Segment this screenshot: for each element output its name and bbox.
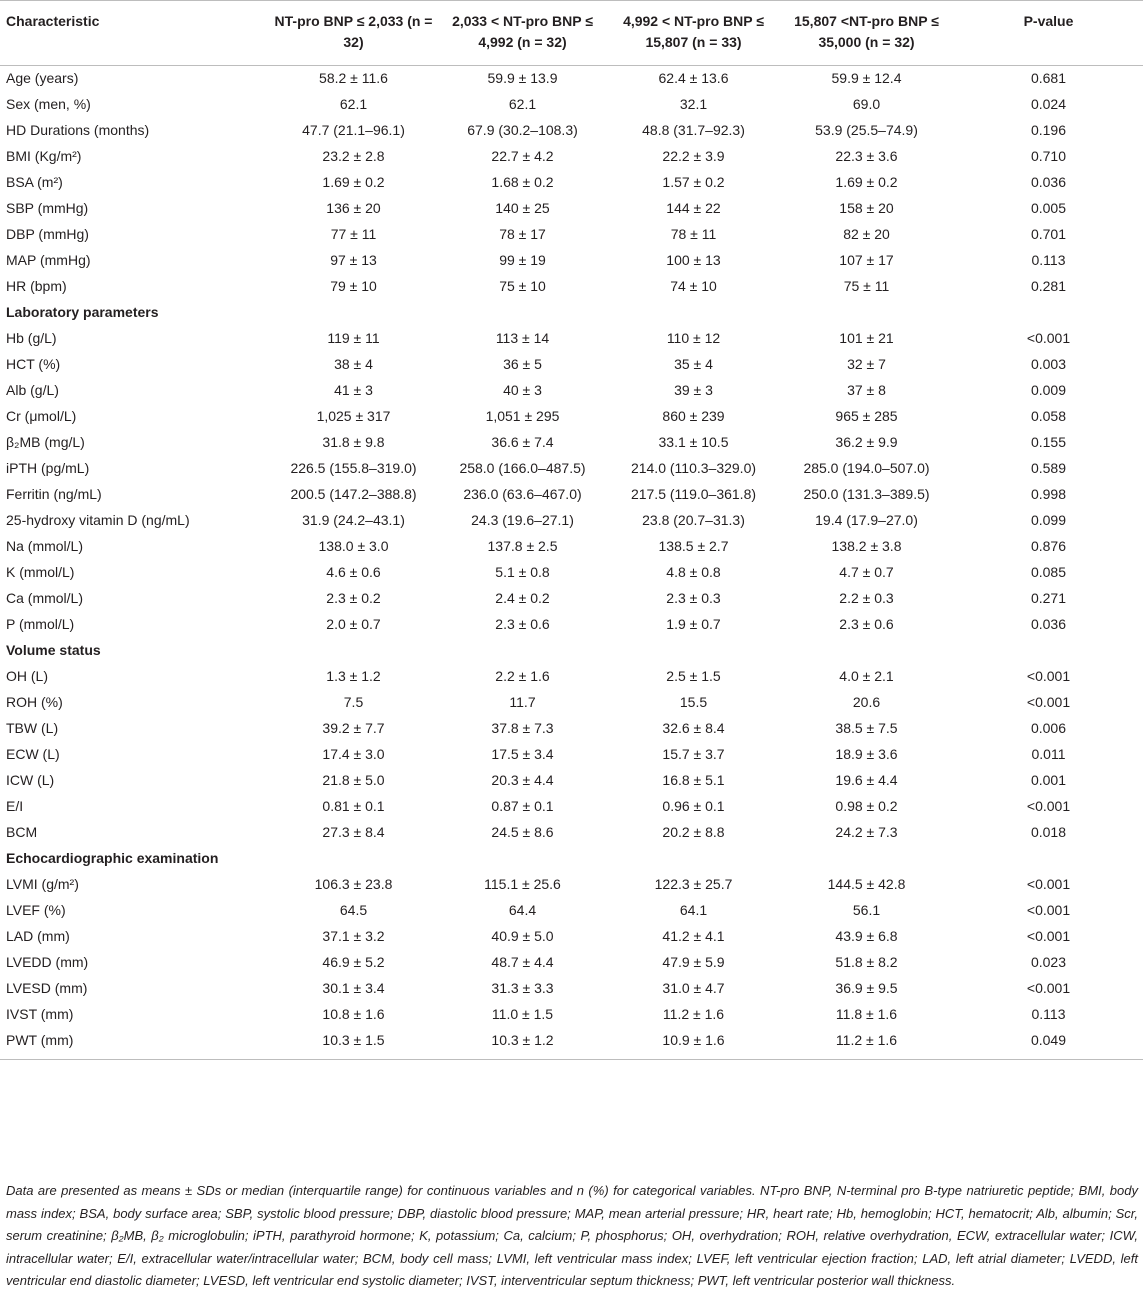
cell-p-value: <0.001 (1026, 798, 1071, 814)
table-row (0, 820, 1143, 846)
cell-p-value: 0.196 (1030, 122, 1067, 138)
cell-group-3: 64.1 (679, 902, 708, 918)
table-row (0, 404, 1143, 430)
cell-group-3: 62.4 ± 13.6 (658, 70, 729, 86)
cell-group-4: 19.4 (17.9–27.0) (815, 512, 918, 528)
table-row (0, 716, 1143, 742)
cell-p-value: <0.001 (1026, 694, 1071, 710)
cell-group-4: 69.0 (852, 96, 881, 112)
row-label: TBW (L) (6, 720, 59, 736)
row-label: Age (years) (6, 70, 79, 86)
table-row (0, 508, 1143, 534)
row-label: HCT (%) (6, 356, 61, 372)
row-label: BSA (m²) (6, 174, 63, 190)
row-label: PWT (mm) (0, 1028, 270, 1060)
cell-group-4: 138.2 ± 3.8 (831, 538, 902, 554)
cell-group-4: 285.0 (194.0–507.0) (803, 460, 930, 476)
cell-group-4: 18.9 ± 3.6 (835, 746, 898, 762)
cell-group-4: 37 ± 8 (847, 382, 886, 398)
cell-group-2: 17.5 ± 3.4 (491, 746, 554, 762)
cell-group-1: 37.1 ± 3.2 (322, 928, 385, 944)
cell-group-2: 67.9 (30.2–108.3) (467, 122, 578, 138)
cell-group-3: 48.8 (31.7–92.3) (642, 122, 745, 138)
cell-group-3: 2.3 ± 0.3 (666, 590, 721, 606)
table-body (0, 66, 1143, 1060)
cell-group-2: 140 ± 25 (495, 200, 550, 216)
section-header-lab (0, 300, 1143, 326)
cell-group-1: 0.81 ± 0.1 (322, 798, 385, 814)
table-row (0, 274, 1143, 300)
cell-group-4: 965 ± 285 (835, 408, 898, 424)
cell-p-value: 0.011 (1031, 746, 1066, 762)
cell-group-1: 138.0 ± 3.0 (318, 538, 389, 554)
cell-group-2: 59.9 ± 13.9 (487, 70, 558, 86)
table-row (0, 586, 1143, 612)
cell-p-value: 0.085 (1030, 564, 1067, 580)
row-label: LAD (mm) (6, 928, 70, 944)
cell-group-1: 97 ± 13 (330, 252, 377, 268)
row-label: iPTH (pg/mL) (6, 460, 90, 476)
cell-p-value: 0.001 (1030, 772, 1067, 788)
cell-group-3: 110 ± 12 (666, 330, 721, 346)
cell-group-4: 36.2 ± 9.9 (835, 434, 898, 450)
table-row (0, 118, 1143, 144)
cell-group-3: 74 ± 10 (670, 278, 717, 294)
table-row (0, 560, 1143, 586)
row-label: HD Durations (months) (6, 122, 150, 138)
cell-group-2: 1.68 ± 0.2 (491, 174, 554, 190)
cell-group-2: 48.7 ± 4.4 (491, 954, 554, 970)
table-row (0, 1002, 1143, 1028)
cell-group-3: 2.5 ± 1.5 (666, 668, 721, 684)
cell-group-2: 24.3 (19.6–27.1) (471, 512, 574, 528)
cell-group-2: 78 ± 17 (499, 226, 546, 242)
cell-group-2: 113 ± 14 (495, 330, 550, 346)
table-row (0, 534, 1143, 560)
cell-group-1: 58.2 ± 11.6 (319, 70, 388, 86)
cell-group-4: 11.2 ± 1.6 (779, 1028, 954, 1060)
cell-p-value: 0.681 (1030, 70, 1067, 86)
row-label: Hb (g/L) (6, 330, 57, 346)
cell-p-value: <0.001 (1026, 668, 1071, 684)
row-label: MAP (mmHg) (6, 252, 91, 268)
cell-group-3: 23.8 (20.7–31.3) (642, 512, 745, 528)
cell-group-1: 1.69 ± 0.2 (322, 174, 385, 190)
section-title: Volume status (6, 642, 101, 658)
table-row (0, 872, 1143, 898)
table-row (0, 742, 1143, 768)
cell-group-2: 64.4 (508, 902, 537, 918)
table-row (0, 326, 1143, 352)
cell-group-3: 35 ± 4 (674, 356, 713, 372)
cell-p-value: <0.001 (1026, 330, 1071, 346)
cell-group-4: 36.9 ± 9.5 (835, 980, 898, 996)
cell-group-2: 2.3 ± 0.6 (495, 616, 550, 632)
cell-group-2: 258.0 (166.0–487.5) (459, 460, 586, 476)
cell-group-1: 4.6 ± 0.6 (326, 564, 381, 580)
cell-p-value: 0.058 (1030, 408, 1067, 424)
cell-group-1: 64.5 (339, 902, 368, 918)
row-label: Alb (g/L) (6, 382, 59, 398)
cell-group-3: 144 ± 22 (666, 200, 721, 216)
row-label: E/I (6, 798, 24, 814)
row-label: ICW (L) (6, 772, 55, 788)
cell-group-1: 136 ± 20 (326, 200, 381, 216)
cell-group-1: 2.3 ± 0.2 (326, 590, 381, 606)
cell-group-3: 32.1 (679, 96, 708, 112)
row-label: IVST (mm) (6, 1006, 74, 1022)
cell-group-1: 47.7 (21.1–96.1) (302, 122, 405, 138)
table-row (0, 92, 1143, 118)
cell-group-4: 75 ± 11 (843, 278, 890, 294)
cell-group-4: 2.2 ± 0.3 (839, 590, 894, 606)
cell-group-4: 101 ± 21 (839, 330, 894, 346)
row-label: SBP (mmHg) (6, 200, 89, 216)
cell-group-3: 22.2 ± 3.9 (662, 148, 725, 164)
cell-group-1: 62.1 (339, 96, 368, 112)
cell-group-4: 1.69 ± 0.2 (835, 174, 898, 190)
cell-group-4: 144.5 ± 42.8 (827, 876, 906, 892)
cell-group-3: 15.7 ± 3.7 (662, 746, 725, 762)
cell-group-1: 106.3 ± 23.8 (314, 876, 393, 892)
cell-group-2: 5.1 ± 0.8 (495, 564, 550, 580)
table-row (0, 378, 1143, 404)
cell-group-1: 119 ± 11 (327, 330, 380, 346)
cell-group-4: 0.98 ± 0.2 (835, 798, 898, 814)
cell-group-2: 10.3 ± 1.2 (437, 1028, 608, 1060)
cell-group-1: 38 ± 4 (334, 356, 373, 372)
header-group-4: 15,807 <NT-pro BNP ≤ 35,000 (n = 32) (779, 1, 954, 66)
cell-group-3: 4.8 ± 0.8 (666, 564, 721, 580)
cell-group-1: 1.3 ± 1.2 (326, 668, 381, 684)
cell-p-value: 0.009 (1030, 382, 1067, 398)
table-row (0, 690, 1143, 716)
cell-p-value: 0.701 (1030, 226, 1067, 242)
cell-group-4: 4.7 ± 0.7 (839, 564, 894, 580)
cell-group-4: 158 ± 20 (839, 200, 894, 216)
cell-p-value: 0.113 (1031, 1006, 1066, 1022)
cell-group-3: 31.0 ± 4.7 (662, 980, 725, 996)
cell-group-4: 22.3 ± 3.6 (835, 148, 898, 164)
cell-p-value: 0.099 (1030, 512, 1067, 528)
cell-group-2: 99 ± 19 (499, 252, 546, 268)
cell-p-value: <0.001 (1026, 980, 1071, 996)
cell-group-2: 75 ± 10 (499, 278, 546, 294)
row-label: LVMI (g/m²) (6, 876, 79, 892)
table-row (0, 430, 1143, 456)
header-characteristic: Characteristic (0, 1, 270, 66)
cell-group-3: 138.5 ± 2.7 (658, 538, 729, 554)
cell-group-1: 79 ± 10 (330, 278, 377, 294)
row-label: ROH (%) (6, 694, 63, 710)
cell-group-3: 217.5 (119.0–361.8) (630, 486, 757, 502)
cell-group-1: 31.8 ± 9.8 (322, 434, 385, 450)
cell-group-3: 33.1 ± 10.5 (658, 434, 729, 450)
cell-group-4: 51.8 ± 8.2 (835, 954, 898, 970)
cell-group-3: 41.2 ± 4.1 (662, 928, 725, 944)
cell-p-value: 0.710 (1030, 148, 1067, 164)
cell-group-3: 0.96 ± 0.1 (662, 798, 725, 814)
table-row (0, 248, 1143, 274)
cell-group-2: 31.3 ± 3.3 (491, 980, 554, 996)
cell-group-2: 115.1 ± 25.6 (484, 876, 561, 892)
cell-group-1: 30.1 ± 3.4 (322, 980, 385, 996)
cell-group-4: 56.1 (852, 902, 881, 918)
row-label: Cr (μmol/L) (6, 408, 77, 424)
cell-group-4: 19.6 ± 4.4 (835, 772, 898, 788)
cell-p-value: 0.113 (1031, 252, 1066, 268)
cell-group-3: 1.9 ± 0.7 (666, 616, 721, 632)
table-row (0, 794, 1143, 820)
cell-group-4: 32 ± 7 (847, 356, 886, 372)
row-label: 25-hydroxy vitamin D (ng/mL) (6, 512, 190, 528)
cell-group-2: 40.9 ± 5.0 (491, 928, 554, 944)
cell-group-2: 62.1 (508, 96, 537, 112)
cell-group-3: 11.2 ± 1.6 (662, 1006, 725, 1022)
cell-p-value: <0.001 (1026, 928, 1071, 944)
cell-group-3: 10.9 ± 1.6 (608, 1028, 779, 1060)
table-row (0, 352, 1143, 378)
cell-group-4: 20.6 (852, 694, 881, 710)
cell-group-3: 122.3 ± 25.7 (654, 876, 733, 892)
cell-group-4: 107 ± 17 (839, 252, 894, 268)
cell-group-4: 59.9 ± 12.4 (831, 70, 902, 86)
cell-group-2: 40 ± 3 (503, 382, 542, 398)
cell-p-value: 0.998 (1030, 486, 1067, 502)
cell-group-2: 37.8 ± 7.3 (491, 720, 554, 736)
cell-group-1: 39.2 ± 7.7 (322, 720, 385, 736)
cell-group-3: 1.57 ± 0.2 (662, 174, 725, 190)
row-label: β₂MB (mg/L) (6, 434, 85, 450)
cell-group-3: 32.6 ± 8.4 (662, 720, 725, 736)
cell-group-2: 0.87 ± 0.1 (491, 798, 554, 814)
cell-group-1: 31.9 (24.2–43.1) (302, 512, 405, 528)
row-label: Ca (mmol/L) (6, 590, 84, 606)
cell-group-4: 53.9 (25.5–74.9) (815, 122, 918, 138)
cell-group-4: 2.3 ± 0.6 (839, 616, 894, 632)
cell-p-value: 0.023 (1030, 954, 1067, 970)
table-header (0, 1, 1143, 66)
header-group-1: NT-pro BNP ≤ 2,033 (n = 32) (270, 1, 437, 66)
cell-p-value: <0.001 (1026, 902, 1071, 918)
cell-p-value: 0.281 (1030, 278, 1067, 294)
table-row (0, 144, 1143, 170)
section-title: Laboratory parameters (6, 304, 159, 320)
cell-group-3: 16.8 ± 5.1 (662, 772, 725, 788)
cell-group-3: 860 ± 239 (662, 408, 725, 424)
cell-group-4: 4.0 ± 2.1 (839, 668, 894, 684)
cell-group-2: 36 ± 5 (503, 356, 542, 372)
table-row (0, 612, 1143, 638)
cell-group-1: 7.5 (343, 694, 364, 710)
cell-group-2: 24.5 ± 8.6 (491, 824, 554, 840)
cell-group-1: 21.8 ± 5.0 (322, 772, 385, 788)
cell-p-value: 0.036 (1030, 174, 1067, 190)
table-row (0, 482, 1143, 508)
table-row (0, 196, 1143, 222)
cell-p-value: 0.271 (1030, 590, 1067, 606)
row-label: Na (mmol/L) (6, 538, 84, 554)
header-group-3: 4,992 < NT-pro BNP ≤ 15,807 (n = 33) (608, 1, 779, 66)
row-label: ECW (L) (6, 746, 60, 762)
cell-p-value: <0.001 (1026, 876, 1071, 892)
cell-group-2: 22.7 ± 4.2 (491, 148, 554, 164)
cell-p-value: 0.876 (1030, 538, 1067, 554)
cell-group-1: 2.0 ± 0.7 (326, 616, 381, 632)
row-label: Ferritin (ng/mL) (6, 486, 102, 502)
cell-p-value: 0.024 (1030, 96, 1067, 112)
cell-group-1: 200.5 (147.2–388.8) (290, 486, 417, 502)
table-footnote: Data are presented as means ± SDs or median (interquartile range) for continuous variables and n (%) for categorical variables. NT-pro BNP, N-terminal pro B-type natriuretic peptide; BMI, body mass index; BSA, body surface area; SBP, systolic blood pressure; DBP, diastolic blood pressure; MAP, mean arterial pressure; HR, heart rate; Hb, hemoglobin; HCT, hematocrit; Alb, albumin; Scr, serum creatinine; β₂MB, β₂ microglobulin; iPTH, parathyroid hormone; K, potassium; Ca, calcium; P, phosphorus; OH, overhydration; ROH, relative overhydration, ECW, extracellular water; ICW, intracellular water; E/I, extracellular water/intracellular water; BCM, body cell mass; LVMI, left ventricular mass index; LVEF, left ventricular ejection fraction; LAD, left atrial diameter; LVEDD, left ventricular end diastolic diameter; LVESD, left ventricular end systolic diameter; IVST, interventricular septum thickness; PWT, left ventricular posterior wall thickness. (6, 1183, 1138, 1288)
cell-group-1: 23.2 ± 2.8 (322, 148, 385, 164)
cell-group-1: 10.8 ± 1.6 (322, 1006, 385, 1022)
row-label: BCM (6, 824, 38, 840)
cell-group-2: 2.2 ± 1.6 (495, 668, 550, 684)
cell-p-value: 0.036 (1030, 616, 1067, 632)
row-label: K (mmol/L) (6, 564, 75, 580)
cell-p-value: 0.049 (954, 1028, 1143, 1060)
cell-group-4: 43.9 ± 6.8 (835, 928, 898, 944)
cell-group-2: 236.0 (63.6–467.0) (463, 486, 582, 502)
cell-group-3: 15.5 (679, 694, 708, 710)
cell-group-1: 41 ± 3 (334, 382, 373, 398)
table-row (0, 898, 1143, 924)
cell-group-2: 11.7 (509, 694, 536, 710)
section-header-volume (0, 638, 1143, 664)
cell-group-2: 137.8 ± 2.5 (487, 538, 558, 554)
cell-group-4: 38.5 ± 7.5 (835, 720, 898, 736)
cell-group-1: 10.3 ± 1.5 (270, 1028, 437, 1060)
row-label: LVESD (mm) (6, 980, 88, 996)
table-row (0, 170, 1143, 196)
cell-group-2: 11.0 ± 1.5 (491, 1006, 554, 1022)
row-label: LVEF (%) (6, 902, 66, 918)
row-label: Sex (men, %) (6, 96, 91, 112)
row-label: OH (L) (6, 668, 48, 684)
cell-group-2: 2.4 ± 0.2 (495, 590, 550, 606)
table-row (0, 768, 1143, 794)
row-label: HR (bpm) (6, 278, 67, 294)
cell-group-2: 1,051 ± 295 (485, 408, 560, 424)
table-row (0, 66, 1143, 93)
cell-group-4: 24.2 ± 7.3 (835, 824, 898, 840)
cell-group-4: 250.0 (131.3–389.5) (803, 486, 930, 502)
cell-group-2: 36.6 ± 7.4 (491, 434, 554, 450)
cell-group-4: 11.8 ± 1.6 (835, 1006, 898, 1022)
table-row (0, 976, 1143, 1002)
header-group-2: 2,033 < NT-pro BNP ≤ 4,992 (n = 32) (437, 1, 608, 66)
section-title: Echocardiographic examination (6, 850, 219, 866)
cell-group-1: 77 ± 11 (330, 226, 377, 242)
cell-group-4: 82 ± 20 (843, 226, 890, 242)
table-row (0, 222, 1143, 248)
header-p-value: P-value (954, 1, 1143, 66)
table-row (0, 1028, 1143, 1060)
table-row (0, 456, 1143, 482)
cell-p-value: 0.155 (1030, 434, 1067, 450)
cell-group-1: 17.4 ± 3.0 (322, 746, 385, 762)
cell-p-value: 0.589 (1030, 460, 1067, 476)
cell-group-3: 78 ± 11 (670, 226, 717, 242)
cell-group-3: 20.2 ± 8.8 (662, 824, 725, 840)
section-header-echo (0, 846, 1143, 872)
cell-p-value: 0.005 (1030, 200, 1067, 216)
cell-group-3: 47.9 ± 5.9 (662, 954, 725, 970)
table-row (0, 950, 1143, 976)
table-row (0, 924, 1143, 950)
cell-group-2: 20.3 ± 4.4 (491, 772, 554, 788)
cell-group-1: 27.3 ± 8.4 (322, 824, 385, 840)
cell-group-1: 1,025 ± 317 (316, 408, 391, 424)
cell-p-value: 0.006 (1030, 720, 1067, 736)
cell-group-1: 46.9 ± 5.2 (322, 954, 385, 970)
row-label: LVEDD (mm) (6, 954, 89, 970)
cell-group-3: 214.0 (110.3–329.0) (630, 460, 757, 476)
row-label: BMI (Kg/m²) (6, 148, 82, 164)
cell-p-value: 0.018 (1030, 824, 1067, 840)
cell-p-value: 0.003 (1030, 356, 1067, 372)
cell-group-3: 100 ± 13 (666, 252, 721, 268)
row-label: DBP (mmHg) (6, 226, 89, 242)
table-row (0, 664, 1143, 690)
row-label: P (mmol/L) (6, 616, 75, 632)
cell-group-3: 39 ± 3 (674, 382, 713, 398)
cell-group-1: 226.5 (155.8–319.0) (290, 460, 417, 476)
